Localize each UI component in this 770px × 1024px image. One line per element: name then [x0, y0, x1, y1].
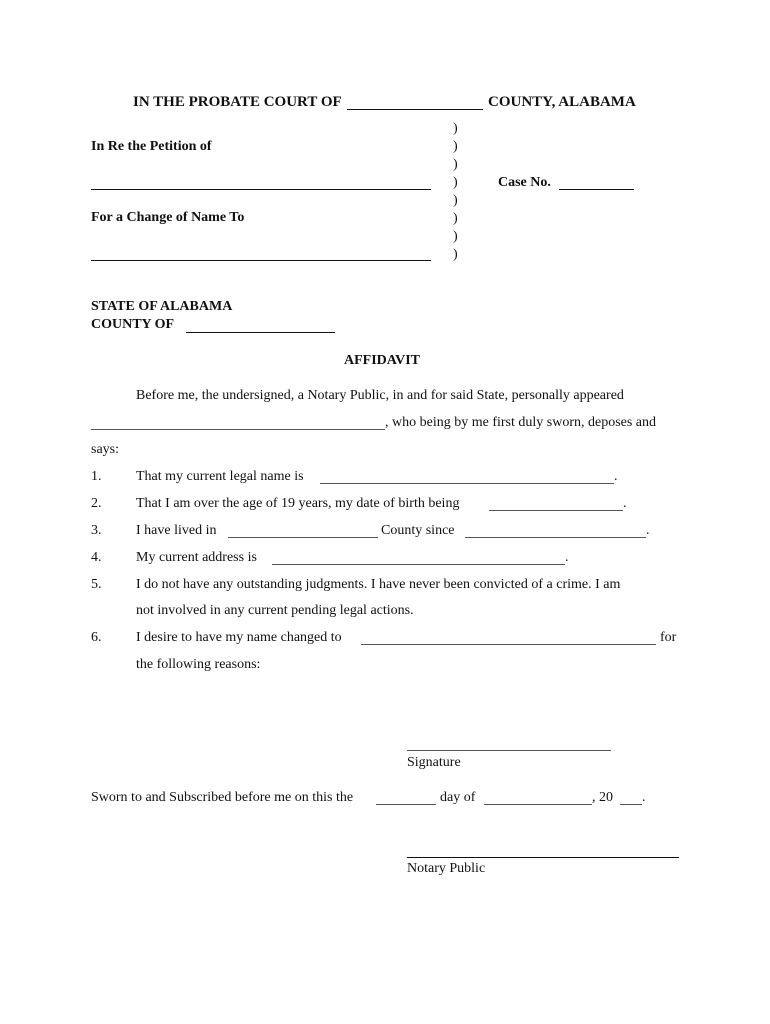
- caption-paren: ): [453, 211, 458, 226]
- item-1-period: .: [614, 469, 618, 484]
- item-number: 3.: [91, 523, 102, 538]
- sworn-month-blank[interactable]: [484, 804, 592, 805]
- item-3-text-b: County since: [381, 523, 455, 538]
- venue-county-blank[interactable]: [186, 332, 335, 333]
- case-no-blank[interactable]: [559, 189, 634, 190]
- says-label: says:: [91, 442, 119, 457]
- item-number: 6.: [91, 630, 102, 645]
- caption-paren: ): [453, 247, 458, 262]
- affidavit-title: AFFIDAVIT: [344, 353, 420, 368]
- signature-label: Signature: [407, 755, 461, 770]
- item-number: 1.: [91, 469, 102, 484]
- address-blank[interactable]: [272, 564, 565, 565]
- caption-paren: ): [453, 193, 458, 208]
- notary-signature-line[interactable]: [407, 857, 679, 858]
- venue-state: STATE OF ALABAMA: [91, 299, 233, 314]
- item-number: 5.: [91, 577, 102, 592]
- item-2-text: That I am over the age of 19 years, my date of birth being: [136, 496, 460, 511]
- item-2-period: .: [623, 496, 627, 511]
- new-name-blank[interactable]: [91, 260, 431, 261]
- item-number: 2.: [91, 496, 102, 511]
- sworn-text-c: , 20: [592, 790, 613, 805]
- sworn-text-a: Sworn to and Subscribed before me on this the: [91, 790, 354, 805]
- item-6-line-1: I desire to have my name changed to: [136, 630, 342, 645]
- intro-line-1: Before me, the undersigned, a Notary Public, in and for said State, personally appeared: [136, 388, 624, 403]
- intro-line-2: , who being by me first duly sworn, deposes and: [385, 415, 657, 430]
- item-6-for: for: [660, 630, 677, 645]
- item-4-text: My current address is: [136, 550, 257, 565]
- item-number: 4.: [91, 550, 102, 565]
- caption-paren: ): [453, 139, 458, 154]
- caption-paren: ): [453, 121, 458, 136]
- venue-county-label: COUNTY OF: [91, 317, 175, 332]
- court-heading-prefix: IN THE PROBATE COURT OF: [133, 94, 342, 110]
- item-3-period: .: [646, 523, 650, 538]
- sworn-period: .: [642, 790, 646, 805]
- item-6-line-2: the following reasons:: [136, 657, 261, 672]
- item-4-period: .: [565, 550, 569, 565]
- item-5-line-2: not involved in any current pending legal actions.: [136, 603, 414, 618]
- item-3-text-a: I have lived in: [136, 523, 217, 538]
- petitioner-name-blank[interactable]: [91, 189, 431, 190]
- change-to-label: For a Change of Name To: [91, 210, 245, 225]
- caption-paren: ): [453, 229, 458, 244]
- sworn-day-blank[interactable]: [376, 804, 436, 805]
- residence-since-blank[interactable]: [465, 537, 646, 538]
- residence-county-blank[interactable]: [228, 537, 378, 538]
- court-county-blank[interactable]: [347, 109, 483, 110]
- signature-line[interactable]: [407, 750, 611, 751]
- item-1-text: That my current legal name is: [136, 469, 304, 484]
- caption-paren: ): [453, 157, 458, 172]
- affiant-name-blank[interactable]: [91, 429, 385, 430]
- caption-paren: ): [453, 175, 458, 190]
- in-re-label: In Re the Petition of: [91, 139, 212, 154]
- current-name-blank[interactable]: [320, 483, 614, 484]
- item-5-line-1: I do not have any outstanding judgments. I have never been convicted of a crime. I am: [136, 577, 621, 592]
- notary-label: Notary Public: [407, 861, 486, 876]
- sworn-text-b: day of: [440, 790, 476, 805]
- birth-date-blank[interactable]: [489, 510, 623, 511]
- sworn-year-blank[interactable]: [620, 804, 642, 805]
- desired-name-blank[interactable]: [361, 644, 656, 645]
- case-no-label: Case No.: [498, 175, 551, 190]
- court-heading-suffix: COUNTY, ALABAMA: [488, 94, 636, 110]
